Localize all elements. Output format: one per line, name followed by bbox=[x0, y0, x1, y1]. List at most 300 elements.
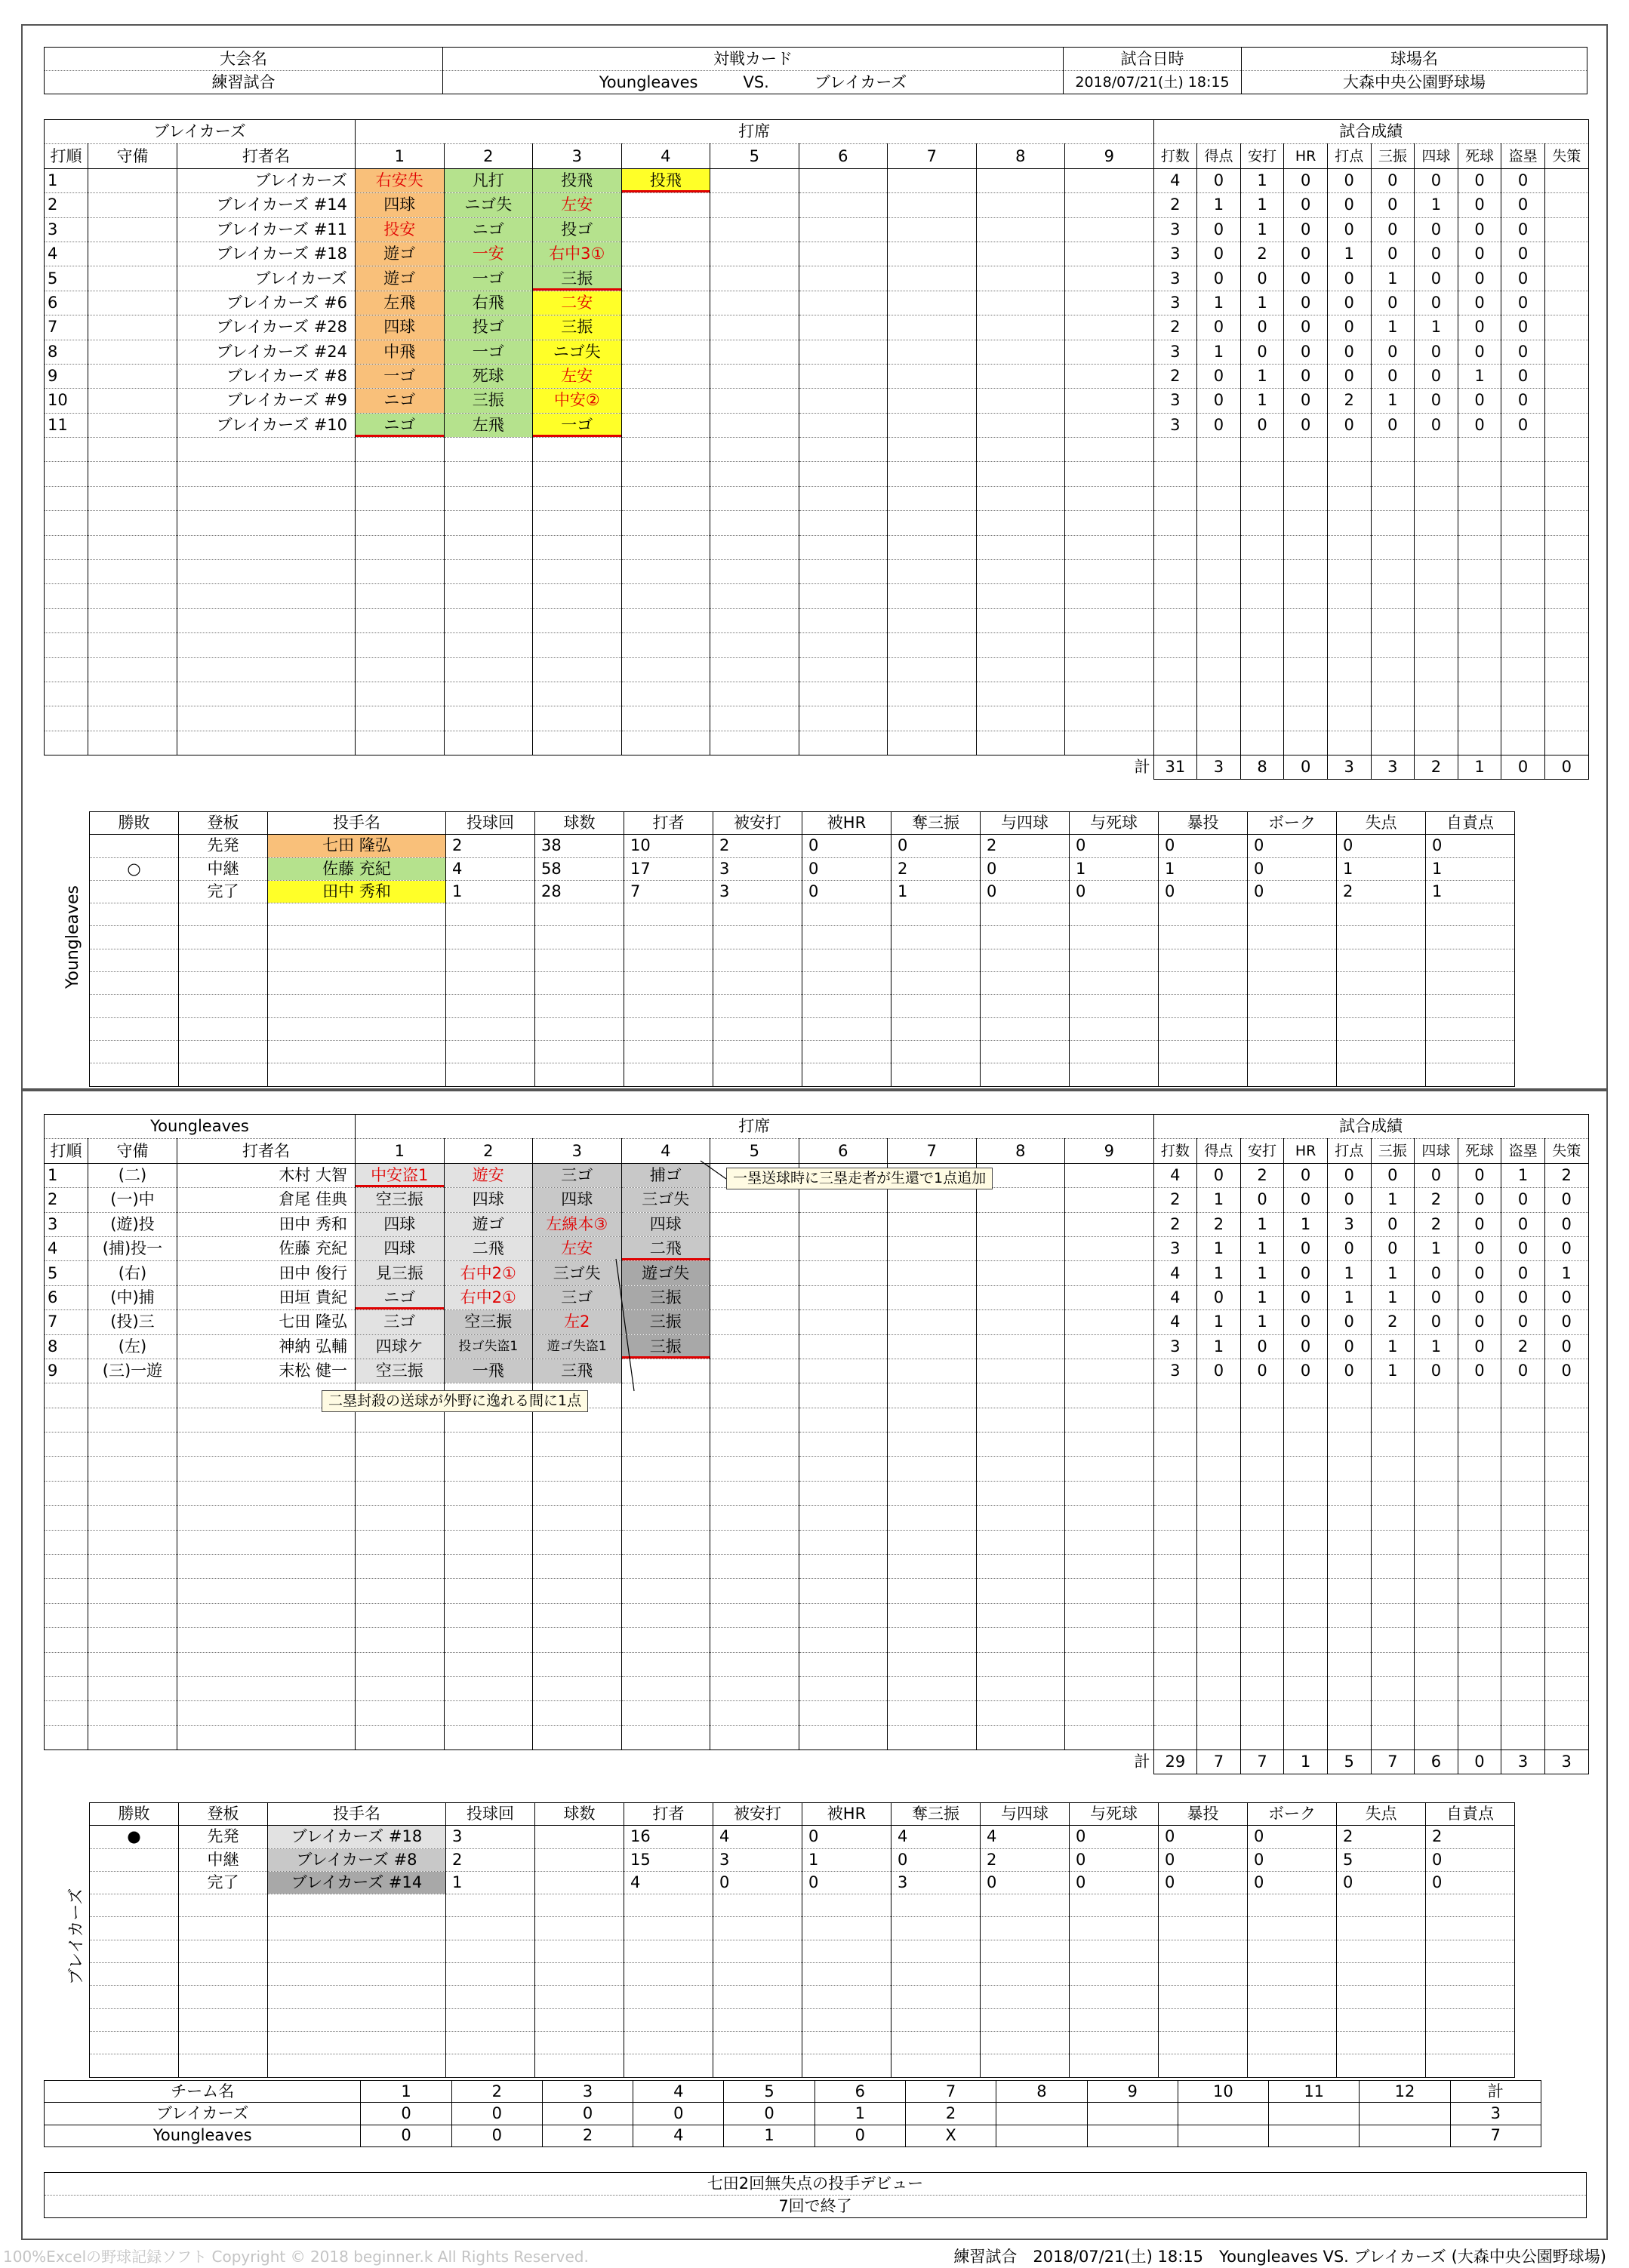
inning-header: 10 bbox=[1178, 2081, 1268, 2103]
stat-value: 1 bbox=[1415, 1334, 1458, 1359]
stat-value: 0 bbox=[1458, 1310, 1501, 1334]
total-value: 0 bbox=[1458, 1750, 1501, 1774]
pitching-stat: 2 bbox=[1337, 880, 1426, 903]
pitching-stat: 4 bbox=[713, 1826, 802, 1848]
at-bat-result: 投安 bbox=[356, 217, 445, 242]
stat-value: 0 bbox=[1371, 364, 1415, 388]
at-bat-result: 四球 bbox=[356, 1212, 445, 1236]
at-bat-result: 一ゴ bbox=[444, 266, 533, 291]
stat-value: 0 bbox=[1415, 242, 1458, 266]
batting-order: 3 bbox=[45, 1212, 88, 1236]
stat-header: 安打 bbox=[1240, 144, 1284, 168]
inning-runs bbox=[996, 2103, 1087, 2125]
pitching-stat: 7 bbox=[624, 880, 713, 903]
stat-value: 1 bbox=[1371, 266, 1415, 291]
stat-header: 盗塁 bbox=[1501, 144, 1545, 168]
at-bat-result: 二安 bbox=[533, 291, 622, 315]
stat-value: 2 bbox=[1197, 1212, 1241, 1236]
stat-value: 1 bbox=[1371, 1285, 1415, 1309]
stat-value: 0 bbox=[1371, 168, 1415, 192]
at-bat-result: 右中2① bbox=[444, 1285, 533, 1309]
pitching-stat: 0 bbox=[802, 857, 891, 880]
batter-name: ブレイカーズ bbox=[177, 266, 356, 291]
stat-value: 1 bbox=[1415, 1236, 1458, 1260]
at-bat-result: 右安失 bbox=[356, 168, 445, 192]
stat-header: 失策 bbox=[1544, 1139, 1588, 1163]
stat-value: 3 bbox=[1153, 389, 1197, 413]
at-bat-result: 四球 bbox=[533, 1188, 622, 1212]
batting-order: 2 bbox=[45, 193, 88, 217]
batting-order: 5 bbox=[45, 266, 88, 291]
pitching-header: 自責点 bbox=[1426, 812, 1515, 835]
stat-value: 4 bbox=[1153, 1310, 1197, 1334]
top-pitching-team-label: Youngleaves bbox=[63, 885, 82, 989]
pitching-stat: 0 bbox=[802, 1871, 891, 1894]
stat-header: 打点 bbox=[1327, 144, 1371, 168]
inning-header: 7 bbox=[905, 2081, 996, 2103]
position: (一)中 bbox=[88, 1188, 177, 1212]
inning-header: 8 bbox=[976, 144, 1065, 168]
pitching-stat: 0 bbox=[1248, 880, 1337, 903]
stat-value: 0 bbox=[1458, 266, 1501, 291]
inning-runs: 0 bbox=[451, 2103, 542, 2125]
stat-value: 0 bbox=[1284, 1261, 1328, 1285]
stat-value: 0 bbox=[1197, 1163, 1241, 1187]
inning-runs bbox=[1360, 2103, 1450, 2125]
batting-order: 7 bbox=[45, 315, 88, 340]
stat-value: 0 bbox=[1284, 217, 1328, 242]
pitching-stat: 2 bbox=[1426, 1826, 1515, 1848]
stat-header: 四球 bbox=[1415, 1139, 1458, 1163]
at-bat-result: 右中2① bbox=[444, 1261, 533, 1285]
pitching-stat: 1 bbox=[802, 1848, 891, 1871]
at-bat-result: 左安 bbox=[533, 193, 622, 217]
total-value: 5 bbox=[1327, 1750, 1371, 1774]
at-bat-result: 四球 bbox=[356, 193, 445, 217]
stat-value: 0 bbox=[1240, 340, 1284, 364]
at-bat-result: 一安 bbox=[444, 242, 533, 266]
at-bat-result: 四球 bbox=[444, 1188, 533, 1212]
stat-value: 3 bbox=[1153, 1359, 1197, 1383]
pitching-header: 打者 bbox=[624, 1803, 713, 1826]
pitching-stat: 0 bbox=[1337, 835, 1426, 857]
at-bat-result: 捕ゴ bbox=[621, 1163, 710, 1187]
inning-header: 3 bbox=[533, 1139, 622, 1163]
footer-game-summary: 練習試合 2018/07/21(土) 18:15 Youngleaves VS. ブレイカーズ (大森中央公園野球場) bbox=[953, 2248, 1606, 2266]
stat-value: 0 bbox=[1371, 413, 1415, 437]
stat-value: 1 bbox=[1197, 193, 1241, 217]
inning-header: 5 bbox=[724, 2081, 814, 2103]
team-name: ブレイカーズ bbox=[45, 120, 356, 144]
stat-value: 0 bbox=[1415, 168, 1458, 192]
batting-order: 5 bbox=[45, 1261, 88, 1285]
stat-value: 0 bbox=[1544, 1188, 1588, 1212]
inning-header: 6 bbox=[814, 2081, 905, 2103]
stat-value: 0 bbox=[1371, 217, 1415, 242]
stat-value: 0 bbox=[1415, 1261, 1458, 1285]
stat-value: 0 bbox=[1284, 315, 1328, 340]
pitching-stat: 0 bbox=[1248, 857, 1337, 880]
pitching-header: 登板 bbox=[179, 812, 268, 835]
stat-value: 0 bbox=[1544, 1285, 1588, 1309]
stat-value: 0 bbox=[1501, 168, 1545, 192]
stat-value: 0 bbox=[1240, 1334, 1284, 1359]
total-value: 8 bbox=[1240, 755, 1284, 780]
pitching-stat: 0 bbox=[1070, 835, 1159, 857]
at-bat-result: 四球 bbox=[356, 1236, 445, 1260]
matchup-label: 対戦カード bbox=[443, 48, 1064, 71]
at-bat-result: 中飛 bbox=[356, 340, 445, 364]
vs-label: VS. bbox=[743, 72, 769, 91]
stat-value: 0 bbox=[1458, 1212, 1501, 1236]
runs-total-header: 計 bbox=[1450, 2081, 1541, 2103]
at-bat-result: 一ゴ bbox=[356, 364, 445, 388]
stat-header: 得点 bbox=[1197, 1139, 1241, 1163]
stat-value: 3 bbox=[1153, 340, 1197, 364]
pitching-stat: 0 bbox=[1248, 835, 1337, 857]
stat-value: 1 bbox=[1197, 340, 1241, 364]
batting-order: 11 bbox=[45, 413, 88, 437]
inning-runs bbox=[1087, 2125, 1178, 2146]
pitching-stat: 4 bbox=[624, 1871, 713, 1894]
stat-value: 0 bbox=[1327, 364, 1371, 388]
stat-value: 4 bbox=[1153, 1285, 1197, 1309]
pitching-header: 奪三振 bbox=[891, 812, 981, 835]
total-value: 1 bbox=[1458, 755, 1501, 780]
stat-value: 0 bbox=[1327, 193, 1371, 217]
memo-box bbox=[44, 2172, 1587, 2218]
stat-value: 0 bbox=[1284, 364, 1328, 388]
stat-value: 0 bbox=[1371, 1236, 1415, 1260]
stat-value: 1 bbox=[1240, 1212, 1284, 1236]
pitching-stat: 0 bbox=[1159, 1871, 1248, 1894]
stat-value: 0 bbox=[1284, 168, 1328, 192]
stat-value: 0 bbox=[1415, 340, 1458, 364]
inning-header: 4 bbox=[621, 144, 710, 168]
at-bat-result: 投ゴ bbox=[533, 217, 622, 242]
pitching-header: 与四球 bbox=[981, 1803, 1070, 1826]
stat-header: 打数 bbox=[1153, 1139, 1197, 1163]
at-bat-result: 二飛 bbox=[444, 1236, 533, 1260]
stat-value: 0 bbox=[1501, 389, 1545, 413]
inning-header: 3 bbox=[533, 144, 622, 168]
batter-name: 木村 大智 bbox=[177, 1163, 356, 1187]
stat-value: 0 bbox=[1284, 413, 1328, 437]
stat-value: 0 bbox=[1415, 1310, 1458, 1334]
stat-value: 0 bbox=[1458, 217, 1501, 242]
at-bat-result: 空三振 bbox=[356, 1359, 445, 1383]
batter-name: 田垣 貴紀 bbox=[177, 1285, 356, 1309]
at-bat-result: 中安盗1 bbox=[356, 1163, 445, 1187]
stat-value: 0 bbox=[1415, 1163, 1458, 1187]
total-value: 7 bbox=[1240, 1750, 1284, 1774]
at-bat-result: 左安 bbox=[533, 1236, 622, 1260]
stat-value: 0 bbox=[1415, 291, 1458, 315]
batter-name: ブレイカーズ #28 bbox=[177, 315, 356, 340]
stat-value: 0 bbox=[1284, 193, 1328, 217]
total-value: 7 bbox=[1197, 1750, 1241, 1774]
stat-value: 0 bbox=[1501, 242, 1545, 266]
stat-value: 1 bbox=[1371, 1334, 1415, 1359]
stat-value: 0 bbox=[1327, 315, 1371, 340]
callout-2: 二塁封殺の送球が外野に逸れる間に1点 bbox=[322, 1390, 588, 1412]
win-loss-mark: ○ bbox=[90, 857, 179, 880]
stat-value: 0 bbox=[1415, 364, 1458, 388]
total-value: 7 bbox=[1371, 1750, 1415, 1774]
at-bat-result: ニゴ失 bbox=[444, 193, 533, 217]
pitcher-role: 先発 bbox=[179, 1826, 268, 1848]
inning-runs bbox=[1269, 2125, 1360, 2146]
pitching-stat: 0 bbox=[1159, 1848, 1248, 1871]
pitcher-name: ブレイカーズ #18 bbox=[268, 1826, 446, 1848]
stat-value: 0 bbox=[1458, 1285, 1501, 1309]
at-bat-result: 三ゴ bbox=[533, 1285, 622, 1309]
pitching-header: 勝敗 bbox=[90, 1803, 179, 1826]
at-bat-result: 三振 bbox=[444, 389, 533, 413]
batting-order: 1 bbox=[45, 1163, 88, 1187]
at-bat-result: 空三振 bbox=[356, 1188, 445, 1212]
batter-name: ブレイカーズ #18 bbox=[177, 242, 356, 266]
stat-value: 0 bbox=[1284, 340, 1328, 364]
stat-value: 0 bbox=[1501, 1212, 1545, 1236]
stat-value: 0 bbox=[1197, 364, 1241, 388]
stat-value: 1 bbox=[1284, 1212, 1328, 1236]
stats-label: 試合成績 bbox=[1153, 120, 1588, 144]
stat-value: 0 bbox=[1458, 1334, 1501, 1359]
at-bat-result: 左安 bbox=[533, 364, 622, 388]
batter-name: ブレイカーズ #24 bbox=[177, 340, 356, 364]
pitching-stat: 4 bbox=[891, 1826, 981, 1848]
at-bat-result: 左線本③ bbox=[533, 1212, 622, 1236]
total-value: 0 bbox=[1544, 755, 1588, 780]
stat-value: 0 bbox=[1327, 266, 1371, 291]
pos-header: 守備 bbox=[88, 144, 177, 168]
inning-header: 6 bbox=[799, 144, 888, 168]
inning-runs bbox=[1269, 2103, 1360, 2125]
stat-value: 0 bbox=[1284, 1359, 1328, 1383]
at-bat-result: 三振 bbox=[533, 266, 622, 291]
pitching-header: 打者 bbox=[624, 812, 713, 835]
stat-value: 1 bbox=[1327, 1261, 1371, 1285]
stat-header: 打数 bbox=[1153, 144, 1197, 168]
stat-value: 0 bbox=[1501, 1261, 1545, 1285]
stat-value: 0 bbox=[1458, 1359, 1501, 1383]
inning-runs bbox=[1178, 2125, 1268, 2146]
stat-value: 2 bbox=[1415, 1188, 1458, 1212]
stat-value: 0 bbox=[1197, 413, 1241, 437]
total-value: 3 bbox=[1501, 1750, 1545, 1774]
game-datetime: 2018/07/21(土) 18:15 bbox=[1064, 71, 1242, 94]
stat-value: 0 bbox=[1327, 168, 1371, 192]
batting-order: 3 bbox=[45, 217, 88, 242]
stat-value: 0 bbox=[1501, 266, 1545, 291]
at-bat-result: 左飛 bbox=[356, 291, 445, 315]
stat-value: 0 bbox=[1415, 266, 1458, 291]
inning-runs: 4 bbox=[633, 2125, 724, 2146]
pitching-stat: 2 bbox=[981, 1848, 1070, 1871]
stat-value: 1 bbox=[1544, 1261, 1588, 1285]
stat-value: 0 bbox=[1327, 413, 1371, 437]
stat-value: 0 bbox=[1284, 1163, 1328, 1187]
batter-name: 田中 俊行 bbox=[177, 1261, 356, 1285]
stat-header: 盗塁 bbox=[1501, 1139, 1545, 1163]
stat-value: 1 bbox=[1415, 315, 1458, 340]
inning-header: 5 bbox=[710, 1139, 799, 1163]
stat-value: 0 bbox=[1501, 1236, 1545, 1260]
stat-value: 0 bbox=[1284, 266, 1328, 291]
stat-value: 1 bbox=[1197, 1188, 1241, 1212]
stat-value: 0 bbox=[1501, 364, 1545, 388]
total-label: 計 bbox=[1134, 1753, 1150, 1771]
team-b: ブレイカーズ bbox=[814, 72, 907, 91]
stat-value: 1 bbox=[1415, 193, 1458, 217]
stat-value: 0 bbox=[1458, 413, 1501, 437]
batting-order: 6 bbox=[45, 291, 88, 315]
runs-total: 3 bbox=[1450, 2103, 1541, 2125]
stat-value: 0 bbox=[1544, 1359, 1588, 1383]
stat-header: HR bbox=[1284, 144, 1328, 168]
stat-header: 失策 bbox=[1544, 144, 1588, 168]
stat-value: 0 bbox=[1371, 1163, 1415, 1187]
stat-value: 2 bbox=[1240, 242, 1284, 266]
at-bat-result: 遊ゴ失盗1 bbox=[533, 1334, 622, 1359]
pitching-stat: 1 bbox=[1426, 880, 1515, 903]
stat-value: 1 bbox=[1371, 1188, 1415, 1212]
total-value: 3 bbox=[1371, 755, 1415, 780]
at-bat-result: 中安② bbox=[533, 389, 622, 413]
stat-value: 0 bbox=[1371, 291, 1415, 315]
stat-value: 1 bbox=[1501, 1163, 1545, 1187]
pitching-header: ボーク bbox=[1248, 812, 1337, 835]
at-bat-result: 三ゴ失 bbox=[533, 1261, 622, 1285]
pitcher-name: 七田 隆弘 bbox=[268, 835, 446, 857]
at-bat-result: 四球 bbox=[356, 315, 445, 340]
linescore-row bbox=[45, 2125, 1541, 2146]
stat-value: 0 bbox=[1501, 1188, 1545, 1212]
at-bat-result: 遊ゴ bbox=[356, 266, 445, 291]
stat-value: 1 bbox=[1458, 364, 1501, 388]
pitching-stat: 2 bbox=[891, 857, 981, 880]
position: (左) bbox=[88, 1334, 177, 1359]
stat-header: 四球 bbox=[1415, 144, 1458, 168]
stat-value: 1 bbox=[1240, 364, 1284, 388]
stat-value: 2 bbox=[1544, 1163, 1588, 1187]
pitching-stat: 4 bbox=[981, 1826, 1070, 1848]
total-value: 31 bbox=[1153, 755, 1197, 780]
stat-value: 0 bbox=[1371, 340, 1415, 364]
stadium-name: 大森中央公園野球場 bbox=[1242, 71, 1587, 94]
inning-header: 9 bbox=[1087, 2081, 1178, 2103]
pitching-header: 球数 bbox=[535, 812, 624, 835]
at-bat-result: ニゴ bbox=[356, 413, 445, 437]
inning-header: 2 bbox=[444, 1139, 533, 1163]
stat-value: 4 bbox=[1153, 1163, 1197, 1187]
stat-value: 2 bbox=[1153, 315, 1197, 340]
batting-order: 4 bbox=[45, 1236, 88, 1260]
datetime-label: 試合日時 bbox=[1064, 48, 1242, 71]
at-bat-result: 左飛 bbox=[444, 413, 533, 437]
stat-value: 0 bbox=[1458, 340, 1501, 364]
pitching-stat: 2 bbox=[713, 835, 802, 857]
at-bat-result: 投ゴ bbox=[444, 315, 533, 340]
total-value: 0 bbox=[1284, 755, 1328, 780]
stat-value: 4 bbox=[1153, 1261, 1197, 1285]
stat-value: 0 bbox=[1284, 242, 1328, 266]
at-bat-result: 右飛 bbox=[444, 291, 533, 315]
stat-value: 0 bbox=[1458, 291, 1501, 315]
stat-value: 0 bbox=[1327, 1163, 1371, 1187]
team-label-header: チーム名 bbox=[45, 2081, 361, 2103]
stat-value: 0 bbox=[1501, 413, 1545, 437]
at-bat-result: 三振 bbox=[621, 1285, 710, 1309]
position: (捕)投一 bbox=[88, 1236, 177, 1260]
stat-value: 0 bbox=[1284, 389, 1328, 413]
position: (右) bbox=[88, 1261, 177, 1285]
total-value: 0 bbox=[1501, 755, 1545, 780]
pitching-header: 投手名 bbox=[268, 1803, 446, 1826]
position: (投)三 bbox=[88, 1310, 177, 1334]
stat-value: 0 bbox=[1240, 1359, 1284, 1383]
pitcher-name: 佐藤 充紀 bbox=[268, 857, 446, 880]
stat-value: 0 bbox=[1327, 340, 1371, 364]
stat-value: 0 bbox=[1371, 1212, 1415, 1236]
batter-name: 末松 健一 bbox=[177, 1359, 356, 1383]
callout-2-leader bbox=[616, 1259, 634, 1391]
stat-value: 3 bbox=[1153, 291, 1197, 315]
pitcher-name: 田中 秀和 bbox=[268, 880, 446, 903]
stat-value: 1 bbox=[1240, 1310, 1284, 1334]
pitching-header: 勝敗 bbox=[90, 812, 179, 835]
pitching-stat: 0 bbox=[981, 857, 1070, 880]
pitching-header: 与死球 bbox=[1070, 812, 1159, 835]
stat-value: 1 bbox=[1371, 389, 1415, 413]
inning-header: 6 bbox=[799, 1139, 888, 1163]
inning-header: 1 bbox=[361, 2081, 451, 2103]
batting-order: 4 bbox=[45, 242, 88, 266]
batting-order: 9 bbox=[45, 364, 88, 388]
pitching-stat: 0 bbox=[1070, 1826, 1159, 1848]
inning-header: 2 bbox=[444, 144, 533, 168]
batter-name: ブレイカーズ #6 bbox=[177, 291, 356, 315]
inning-header: 3 bbox=[542, 2081, 633, 2103]
pitching-stat: 2 bbox=[1337, 1826, 1426, 1848]
order-header: 打順 bbox=[45, 1139, 88, 1163]
stat-value: 1 bbox=[1240, 1261, 1284, 1285]
stat-value: 0 bbox=[1501, 193, 1545, 217]
at-bat-result: 一飛 bbox=[444, 1359, 533, 1383]
total-value: 6 bbox=[1415, 1750, 1458, 1774]
stat-value: 0 bbox=[1458, 1163, 1501, 1187]
stat-value: 0 bbox=[1501, 340, 1545, 364]
pitching-stat: 4 bbox=[446, 857, 535, 880]
linescore-table bbox=[44, 2080, 1541, 2147]
inning-header: 5 bbox=[710, 144, 799, 168]
inning-header: 7 bbox=[888, 144, 977, 168]
stat-value: 0 bbox=[1458, 168, 1501, 192]
total-value: 29 bbox=[1153, 1750, 1197, 1774]
at-bat-result: 三振 bbox=[621, 1334, 710, 1359]
stat-value: 0 bbox=[1327, 1310, 1371, 1334]
stat-value: 0 bbox=[1197, 217, 1241, 242]
at-bat-result: 見三振 bbox=[356, 1261, 445, 1285]
batter-name: ブレイカーズ #14 bbox=[177, 193, 356, 217]
stat-value: 1 bbox=[1197, 291, 1241, 315]
stat-value: 1 bbox=[1240, 193, 1284, 217]
inning-header: 2 bbox=[451, 2081, 542, 2103]
stat-value: 0 bbox=[1284, 1236, 1328, 1260]
batter-name: 七田 隆弘 bbox=[177, 1310, 356, 1334]
pitching-stat: 0 bbox=[1070, 1871, 1159, 1894]
